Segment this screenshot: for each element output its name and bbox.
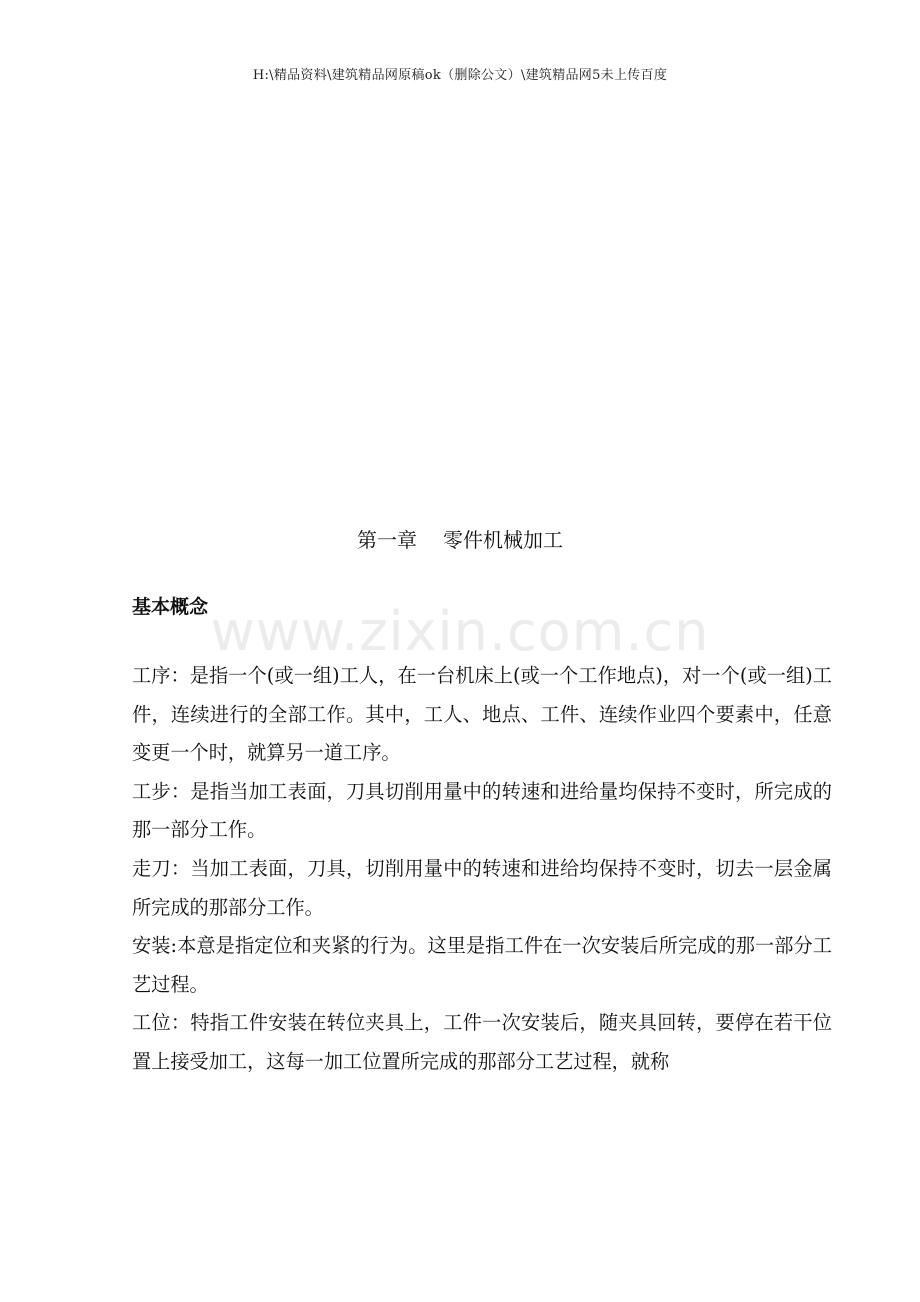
paragraph-setup: 安装:本意是指定位和夹紧的行为。这里是指工件在一次安装后所完成的那一部分工艺过程。	[132, 934, 832, 996]
chapter-name: 零件机械加工	[443, 528, 563, 552]
body-text	[132, 657, 832, 1082]
paragraph-station: 工位：特指工件安装在转位夹具上，工件一次安装后，随夹具回转，要停在若干位置上接受加工，这每一加工位置所完成的那部分工艺过程，就称	[132, 1011, 832, 1073]
paragraph-pass: 走刀：当加工表面，刀具，切削用量中的转速和进给均保持不变时，切去一层金属所完成的那部分工作。	[132, 856, 832, 919]
paragraph-work-step: 工步：是指当加工表面，刀具切削用量中的转速和进给量均保持不变时，所完成的那一部分工作。	[132, 779, 832, 842]
section-heading: 基本概念	[132, 596, 209, 618]
paragraph-process: 工序：是指一个(或一组)工人，在一台机床上(或一个工作地点)，对一个(或一组)工件，连续进行的全部工作。其中，工人、地点、工件、连续作业四个要素中，任意变更一个时，就算另一道工序。	[132, 664, 832, 765]
watermark: www.zixin.com.cn	[210, 600, 710, 663]
chapter-title	[0, 524, 920, 553]
chapter-number: 第一章	[357, 528, 417, 552]
document-header-path: H:\精品资料\建筑精品网原稿ok（删除公文）\建筑精品网5未上传百度	[252, 68, 668, 83]
